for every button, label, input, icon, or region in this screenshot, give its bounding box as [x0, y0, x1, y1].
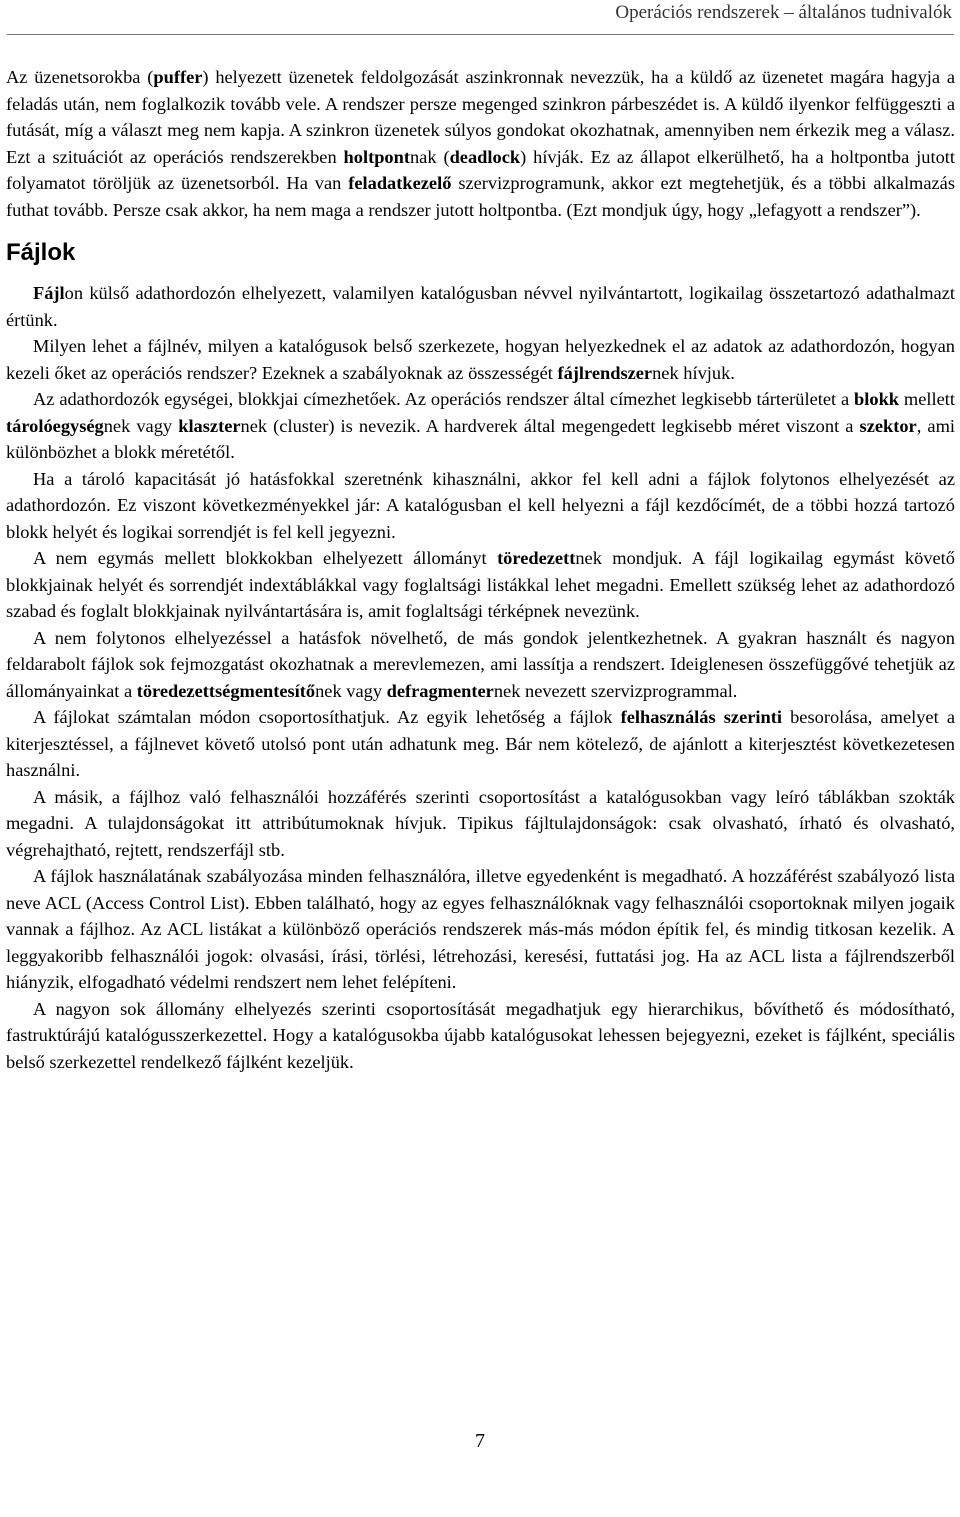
paragraph-fragmented: A nem egymás mellett blokkokban elhelyezett állományt töredezettnek mondjuk. A fájl logikailag egymást követő blokkjainak helyét és sorrendjét indextáblákkal vagy foglaltsági listákkal lehet megadni. Emellett szükség lehet az adathordozó szabad és foglalt blokkjainak nyilvántartására is, amit foglaltsági térképnek nevezünk.: [6, 548, 955, 621]
paragraph-defragmenter: A nem folytonos elhelyezéssel a hatásfok növelhető, de más gondok jelentkezhetnek. A gyakran használt és nagyon feldarabolt fájlok sok fejmozgatást okozhatnak a merevlemezen, ami lassítja a rendszert. Ideiglenesen összefüggővé tehetjük az állományainkat a töredezettségmentesítőnek vagy defragmenternek nevezett szervizprogrammal.: [6, 627, 955, 701]
page-body: [6, 64, 955, 1075]
paragraph-message-queues: Az üzenetsorokba (puffer) helyezett üzenetek feldolgozását aszinkronnak nevezzük, ha a küldő az üzenetet magára hagyja a feladás után, nem foglalkozik tovább vele. A rendszer persze megenged szinkron párbeszédet is. A küldő ilyenkor felfüggeszti a futását, míg a választ meg nem kapja. A szinkron üzenetek súlyos gondokat okozhatnak, amennyiben nem érkezik meg a válasz. Ezt a szituációt az operációs rendszerekben holtpontnak (deadlock) hívják. Ez az állapot elkerülhető, ha a holtpontba jutott folyamatot töröljük az üzenetsorból. Ha van feladatkezelő szervizprogramunk, akkor ezt megtehetjük, és a többi alkalmazás futhat tovább. Persze csak akkor, ha nem maga a rendszer jutott holtpontba. (Ezt mondjuk úgy, hogy „lefagyott a rendszer”).: [6, 67, 956, 220]
header-rule: [7, 34, 954, 35]
paragraph-capacity: Ha a tároló kapacitását jó hatásfokkal szeretnénk kihasználni, akkor fel kell adni a fájlok folytonos elhelyezését az adathordozón. Ez viszont következményekkel jár: A katalógusban el kell helyezni a fájl kezdőcímét, de a többi hozzá tartozó blokk helyét és logikai sorrendjét is fel kell jegyezni.: [6, 468, 955, 542]
paragraph-attributes: A másik, a fájlhoz való felhasználói hozzáférés szerinti csoportosítást a katalógusokban vagy leíró táblákban szokták megadni. A tulajdonságokat itt attribútumoknak hívjuk. Tipikus fájltulajdonságok: csak olvasható, írható és olvasható, végrehajtható, rejtett, rendszerfájl stb.: [6, 786, 955, 860]
page-number: 7: [475, 1430, 485, 1452]
section-heading-files: Fájlok: [6, 239, 76, 266]
paragraph-acl: A fájlok használatának szabályozása minden felhasználóra, illetve egyedenként is megadható. A hozzáférést szabályozó lista neve ACL (Access Control List). Ebben található, hogy az egyes felhasználóknak vagy felhasználói csoportoknak milyen jogaik vannak a fájlhoz. Az ACL listákat a különböző operációs rendszerek más-más módon építik fel, és mindig titkosan kezelik. A leggyakoribb felhasználói jogok: olvasási, írási, törlési, létrehozási, keresési, futtatási jog. Ha az ACL lista a fájlrendszerből hiányzik, elfogadható védelmi rendszert nem lehet felépíteni.: [6, 866, 955, 992]
paragraph-blocks: Az adathordozók egységei, blokkjai címezhetőek. Az operációs rendszer által címezhet legkisebb tárterületet a blokk mellett tárolóegységnek vagy klaszternek (cluster) is nevezik. A hardverek által megengedett legkisebb méret viszont a szektor, ami különbözhet a blokk méretétől.: [6, 389, 956, 462]
paragraph-file-system: Milyen lehet a fájlnév, milyen a katalógusok belső szerkezete, hogyan helyezkednek el az adatok az adathordozón, hogyan kezeli őket az operációs rendszer? Ezeknek a szabályoknak az összességét fájlrendszernek hívjuk.: [6, 336, 955, 383]
paragraph-grouping: A fájlokat számtalan módon csoportosíthatjuk. Az egyik lehetőség a fájlok felhasználás szerinti besorolása, amelyet a kiterjesztéssel, a fájlnevet követő utolsó pont után adhatunk meg. Bár nem kötelező, de ajánlott a kiterjesztést következetesen használni.: [6, 707, 955, 780]
paragraph-hierarchy: A nagyon sok állomány elhelyezés szerinti csoportosítását megadhatjuk egy hierarchikus, bővíthető és módosítható, fastruktúrájú katalógusszerkezettel. Hogy a katalógusokba újabb katalógusokat lehessen bejegyezni, ezeket is fájlként, speciális belső szerkezettel rendelkező fájlként kezeljük.: [6, 998, 955, 1072]
paragraph-file-definition: Fájlon külső adathordozón elhelyezett, valamilyen katalógusban névvel nyilvántartott, logikailag összetartozó adathalmazt értünk.: [6, 283, 955, 330]
running-header: Operációs rendszerek – általános tudnivalók: [615, 2, 952, 23]
